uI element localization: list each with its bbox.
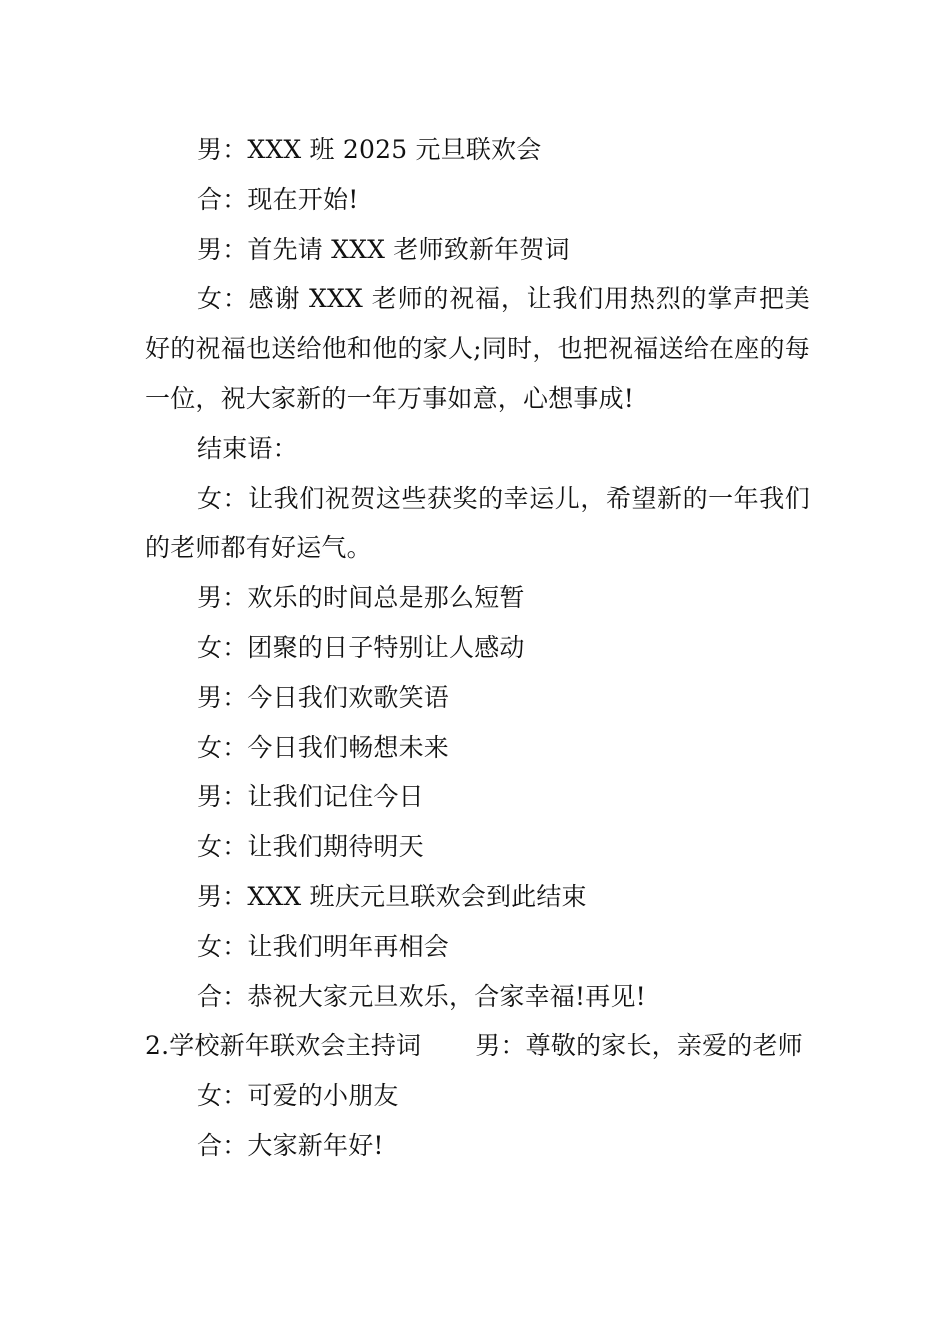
dialogue-line: 女：团聚的日子特别让人感动 [197, 632, 525, 662]
dialogue-line: 男：让我们记住今日 [197, 782, 424, 812]
paragraph: 女：感谢 XXX 老师的祝福，让我们用热烈的掌声把美好的祝福也送给他和他的家人;同时，也把祝福送给在座的每一位，祝大家新的一年万事如意，心想事成! [145, 284, 810, 413]
dialogue-line: 女：让我们明年再相会 [197, 931, 450, 961]
document-page [145, 125, 810, 1171]
dialogue-line: 男：欢乐的时间总是那么短暂 [197, 583, 525, 613]
text-line: 男：首先请 XXX 老师致新年贺词 [197, 234, 570, 264]
section-first-line: 男：尊敬的家长，亲爱的老师 [475, 1031, 803, 1061]
text-line: 合：现在开始! [197, 184, 359, 214]
dialogue-line: 合：大家新年好! [197, 1130, 384, 1160]
dialogue-line: 男：XXX 班庆元旦联欢会到此结束 [197, 881, 587, 911]
text-line: 男：XXX 班 2025 元旦联欢会 [197, 135, 542, 164]
section-heading [145, 1021, 810, 1071]
dialogue-line: 女：今日我们畅想未来 [197, 732, 450, 762]
dialogue-line: 女：可爱的小朋友 [197, 1081, 399, 1111]
dialogue-line: 女：让我们期待明天 [197, 832, 424, 862]
paragraph: 女：让我们祝贺这些获奖的幸运儿，希望新的一年我们的老师都有好运气。 [145, 483, 810, 563]
section-title: 2.学校新年联欢会主持词 [145, 1031, 422, 1061]
dialogue-line: 合：恭祝大家元旦欢乐，合家幸福!再见! [197, 981, 646, 1011]
dialogue-line: 男：今日我们欢歌笑语 [197, 682, 450, 712]
closing-label: 结束语： [197, 433, 298, 463]
